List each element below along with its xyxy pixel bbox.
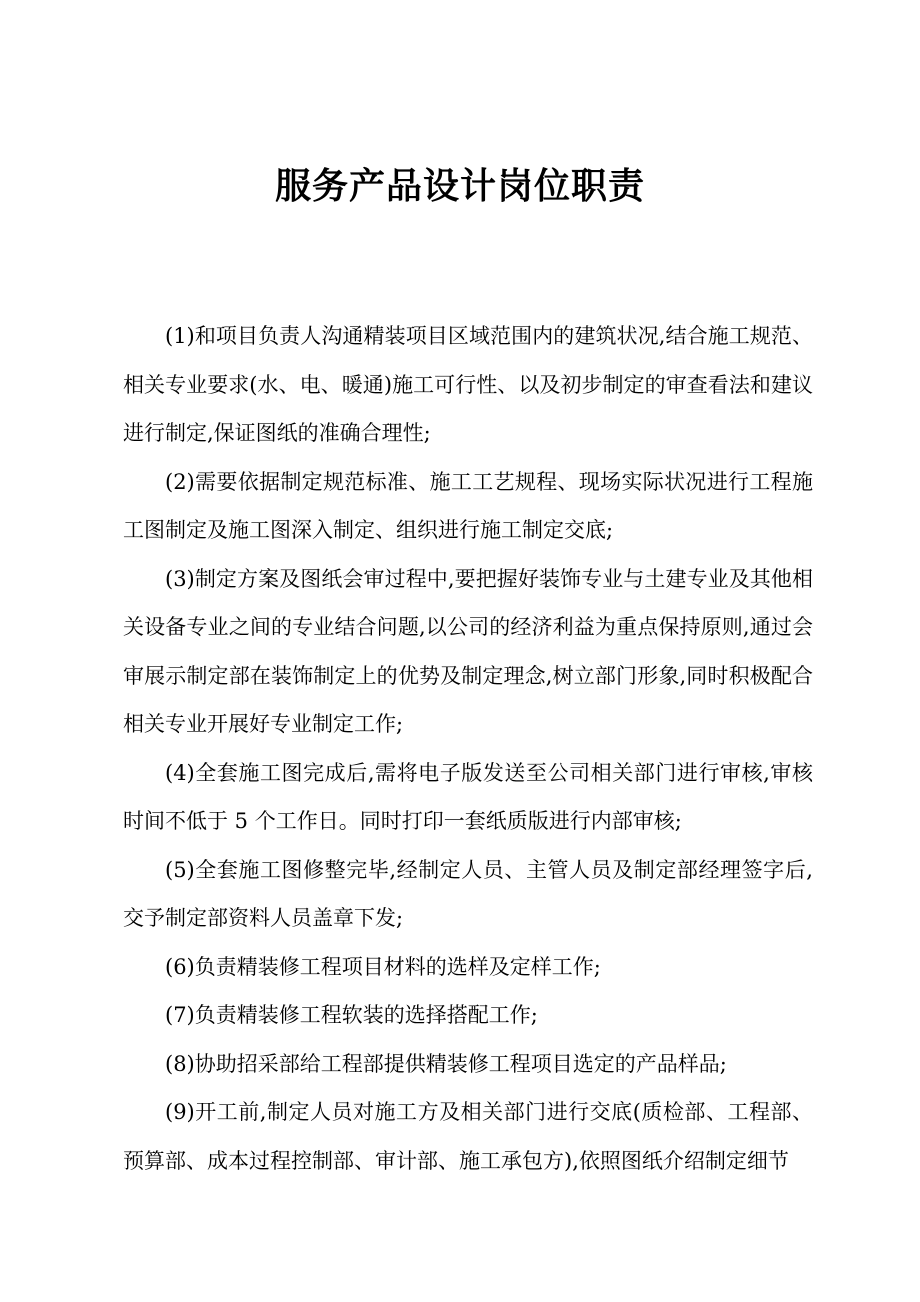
document-body [123, 312, 813, 1185]
paragraph-9: (9)开工前,制定人员对施工方及相关部门进行交底(质检部、工程部、预算部、成本过程控制部、审计部、施工承包方),依照图纸介绍制定细节 [123, 1100, 813, 1173]
paragraph-5: (5)全套施工图修整完毕,经制定人员、主管人员及制定部经理签字后,交予制定部资料人员盖章下发; [123, 857, 813, 930]
paragraph-7: (7)负责精装修工程软装的选择搭配工作; [165, 1003, 538, 1027]
paragraph-1: (1)和项目负责人沟通精装项目区域范围内的建筑状况,结合施工规范、相关专业要求(水、电、暖通)施工可行性、以及初步制定的审查看法和建议进行制定,保证图纸的准确合理性; [123, 324, 813, 445]
document-title: 服务产品设计岗位职责 [274, 165, 645, 207]
paragraph-3: (3)制定方案及图纸会审过程中,要把握好装饰专业与土建专业及其他相关设备专业之间的专业结合问题,以公司的经济利益为重点保持原则,通过会审展示制定部在装饰制定上的优势及制定理念,树立部门形象,同时积极配合相关专业开展好专业制定工作; [123, 566, 813, 736]
paragraph-2: (2)需要依据制定规范标准、施工工艺规程、现场实际状况进行工程施工图制定及施工图深入制定、组织进行施工制定交底; [123, 469, 813, 542]
paragraph-4: (4)全套施工图完成后,需将电子版发送至公司相关部门进行审核,审核时间不低于 5 个工作日。同时打印一套纸质版进行内部审核; [123, 760, 813, 833]
paragraph-6: (6)负责精装修工程项目材料的选样及定样工作; [165, 954, 601, 979]
paragraph-8: (8)协助招采部给工程部提供精装修工程项目选定的产品样品; [165, 1051, 727, 1076]
